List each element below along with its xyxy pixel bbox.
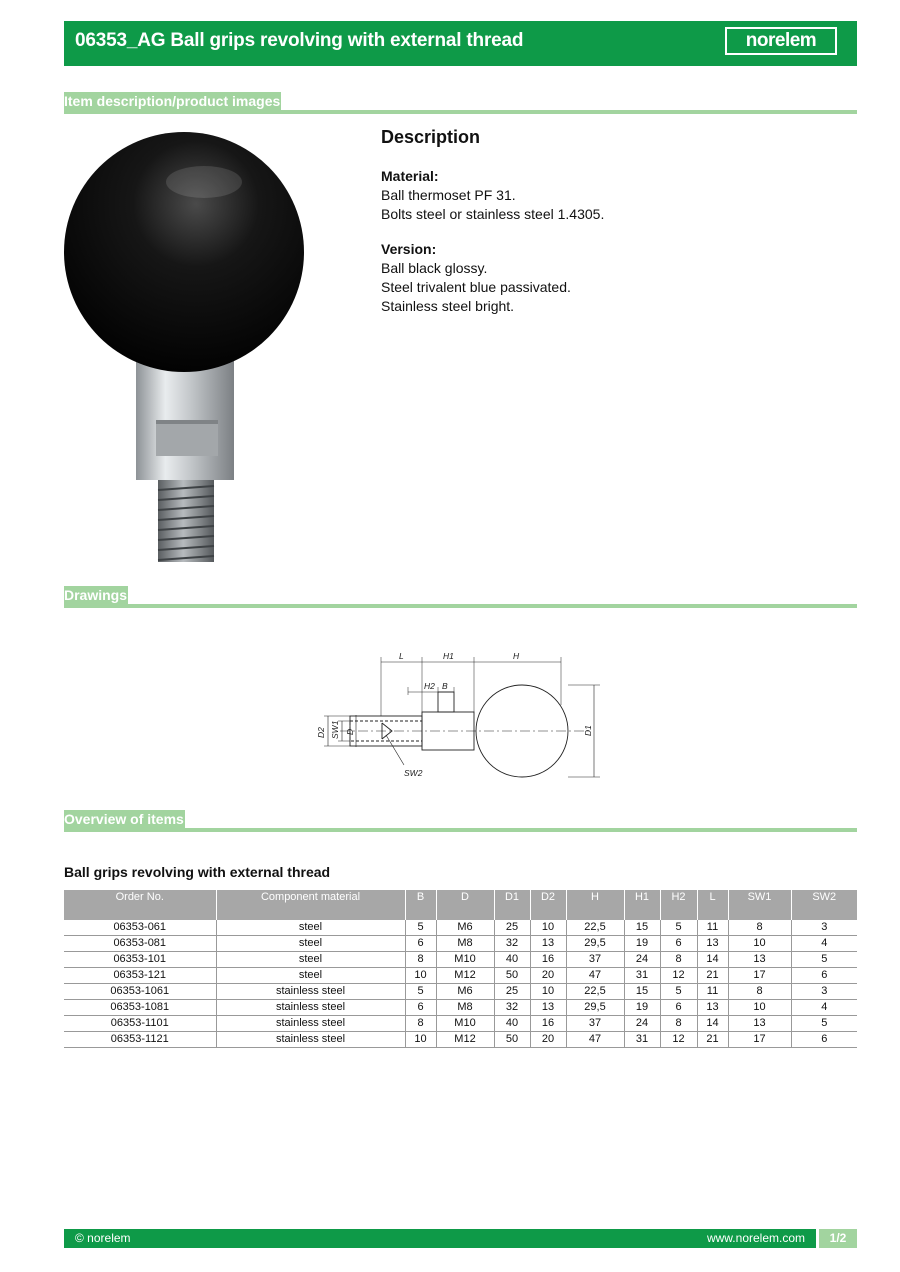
table-cell: 8 bbox=[660, 1016, 697, 1032]
table-cell: 40 bbox=[494, 1016, 530, 1032]
table-cell: 25 bbox=[494, 984, 530, 1000]
table-cell: 12 bbox=[660, 1032, 697, 1048]
table-cell: 10 bbox=[405, 968, 436, 984]
material-line: Ball thermoset PF 31. bbox=[381, 187, 516, 203]
table-cell: 29,5 bbox=[566, 936, 624, 952]
table-cell: M8 bbox=[436, 1000, 494, 1016]
table-cell: 37 bbox=[566, 1016, 624, 1032]
table-cell: 37 bbox=[566, 952, 624, 968]
table-cell: 15 bbox=[624, 984, 660, 1000]
column-header: SW1 bbox=[728, 890, 791, 920]
table-cell: steel bbox=[216, 936, 405, 952]
table-cell: 22,5 bbox=[566, 984, 624, 1000]
table-cell: M10 bbox=[436, 952, 494, 968]
dim-label: H2 bbox=[424, 681, 435, 691]
table-row bbox=[64, 1032, 857, 1048]
table-cell: 6 bbox=[660, 936, 697, 952]
table-cell: 06353-061 bbox=[64, 920, 216, 936]
column-header: SW2 bbox=[791, 890, 857, 920]
section-rule bbox=[64, 604, 857, 608]
table-cell: 19 bbox=[624, 936, 660, 952]
dim-label: H1 bbox=[443, 651, 454, 661]
table-cell: 5 bbox=[660, 920, 697, 936]
norelem-logo: norelem bbox=[725, 27, 837, 55]
dim-label: D1 bbox=[583, 725, 593, 736]
table-cell: 06353-1101 bbox=[64, 1016, 216, 1032]
column-header: D bbox=[436, 890, 494, 920]
table-cell: 10 bbox=[728, 1000, 791, 1016]
table-cell: 8 bbox=[728, 920, 791, 936]
table-cell: 06353-081 bbox=[64, 936, 216, 952]
table-cell: 5 bbox=[405, 984, 436, 1000]
table-cell: M6 bbox=[436, 920, 494, 936]
footer-copyright: © norelem bbox=[75, 1231, 131, 1245]
table-body bbox=[64, 920, 857, 1048]
table-cell: 16 bbox=[530, 1016, 566, 1032]
dim-label: D bbox=[345, 728, 355, 735]
table-cell: 10 bbox=[530, 984, 566, 1000]
description-block bbox=[381, 128, 851, 316]
table-cell: 13 bbox=[697, 1000, 728, 1016]
table-cell: 22,5 bbox=[566, 920, 624, 936]
table-cell: 6 bbox=[405, 1000, 436, 1016]
column-header: L bbox=[697, 890, 728, 920]
dim-label: L bbox=[399, 651, 404, 661]
table-cell: 5 bbox=[660, 984, 697, 1000]
table-cell: stainless steel bbox=[216, 984, 405, 1000]
dim-label: SW2 bbox=[404, 768, 423, 778]
dim-label: B bbox=[442, 681, 448, 691]
table-cell: 50 bbox=[494, 968, 530, 984]
table-cell: 5 bbox=[405, 920, 436, 936]
table-cell: steel bbox=[216, 952, 405, 968]
table-cell: M8 bbox=[436, 936, 494, 952]
table-cell: 4 bbox=[791, 936, 857, 952]
table-cell: 4 bbox=[791, 1000, 857, 1016]
table-cell: steel bbox=[216, 920, 405, 936]
section-label: Item description/product images bbox=[64, 93, 281, 109]
table-cell: 29,5 bbox=[566, 1000, 624, 1016]
table-cell: 12 bbox=[660, 968, 697, 984]
page-title: 06353_AG Ball grips revolving with external thread bbox=[75, 30, 524, 51]
material-line: Bolts steel or stainless steel 1.4305. bbox=[381, 206, 605, 222]
table-cell: 24 bbox=[624, 1016, 660, 1032]
table-cell: M12 bbox=[436, 968, 494, 984]
table-cell: 06353-1061 bbox=[64, 984, 216, 1000]
table-cell: 13 bbox=[530, 936, 566, 952]
column-header: D1 bbox=[494, 890, 530, 920]
table-cell: 21 bbox=[697, 968, 728, 984]
table-row bbox=[64, 984, 857, 1000]
table-cell: 17 bbox=[728, 968, 791, 984]
table-cell: 8 bbox=[728, 984, 791, 1000]
table-cell: 20 bbox=[530, 968, 566, 984]
table-cell: M12 bbox=[436, 1032, 494, 1048]
page-number: 1/2 bbox=[816, 1229, 857, 1248]
table-cell: 8 bbox=[405, 1016, 436, 1032]
table-cell: 32 bbox=[494, 1000, 530, 1016]
table-row bbox=[64, 1016, 857, 1032]
table-cell: 25 bbox=[494, 920, 530, 936]
table-cell: 31 bbox=[624, 1032, 660, 1048]
table-cell: 50 bbox=[494, 1032, 530, 1048]
version-line: Steel trivalent blue passivated. bbox=[381, 279, 571, 295]
table-cell: 13 bbox=[728, 1016, 791, 1032]
table-cell: 20 bbox=[530, 1032, 566, 1048]
table-cell: 10 bbox=[405, 1032, 436, 1048]
version-line: Ball black glossy. bbox=[381, 260, 488, 276]
column-header: Order No. bbox=[64, 890, 216, 920]
dim-label: H bbox=[513, 651, 520, 661]
column-header: H2 bbox=[660, 890, 697, 920]
table-cell: 3 bbox=[791, 984, 857, 1000]
footer-bar bbox=[64, 1229, 857, 1248]
section-rule bbox=[64, 110, 857, 114]
table-cell: 14 bbox=[697, 952, 728, 968]
ball-grip-product-image bbox=[64, 130, 308, 570]
table-cell: 31 bbox=[624, 968, 660, 984]
table-cell: 13 bbox=[530, 1000, 566, 1016]
header-bar bbox=[64, 21, 857, 66]
table-cell: M6 bbox=[436, 984, 494, 1000]
version-line: Stainless steel bright. bbox=[381, 298, 515, 314]
section-header-drawings bbox=[64, 586, 857, 608]
table-cell: 06353-1121 bbox=[64, 1032, 216, 1048]
table-cell: stainless steel bbox=[216, 1032, 405, 1048]
table-cell: 5 bbox=[791, 1016, 857, 1032]
table-cell: 13 bbox=[697, 936, 728, 952]
table-cell: 06353-1081 bbox=[64, 1000, 216, 1016]
table-cell: 6 bbox=[405, 936, 436, 952]
table-cell: 14 bbox=[697, 1016, 728, 1032]
material-heading: Material: bbox=[381, 168, 439, 184]
table-cell: 6 bbox=[791, 968, 857, 984]
table-cell: 6 bbox=[791, 1032, 857, 1048]
section-label: Drawings bbox=[64, 587, 128, 603]
section-header-overview bbox=[64, 810, 857, 832]
table-cell: 06353-121 bbox=[64, 968, 216, 984]
column-header: B bbox=[405, 890, 436, 920]
table-cell: 8 bbox=[660, 952, 697, 968]
table-row bbox=[64, 1000, 857, 1016]
version-heading: Version: bbox=[381, 241, 437, 257]
table-cell: 8 bbox=[405, 952, 436, 968]
table-cell: 24 bbox=[624, 952, 660, 968]
table-title: Ball grips revolving with external thread bbox=[64, 864, 331, 880]
table-cell: 5 bbox=[791, 952, 857, 968]
section-header-images bbox=[64, 92, 857, 114]
technical-drawing bbox=[300, 645, 620, 785]
table-row bbox=[64, 952, 857, 968]
table-cell: 40 bbox=[494, 952, 530, 968]
section-label: Overview of items bbox=[64, 811, 184, 827]
items-table bbox=[64, 890, 857, 1048]
table-cell: stainless steel bbox=[216, 1016, 405, 1032]
table-cell: 32 bbox=[494, 936, 530, 952]
table-cell: stainless steel bbox=[216, 1000, 405, 1016]
footer-url[interactable]: www.norelem.com bbox=[706, 1231, 805, 1245]
table-cell: M10 bbox=[436, 1016, 494, 1032]
table-row bbox=[64, 968, 857, 984]
table-cell: 11 bbox=[697, 920, 728, 936]
table-cell: 13 bbox=[728, 952, 791, 968]
table-cell: 6 bbox=[660, 1000, 697, 1016]
table-cell: 15 bbox=[624, 920, 660, 936]
column-header: Component material bbox=[216, 890, 405, 920]
table-cell: 21 bbox=[697, 1032, 728, 1048]
table-cell: 10 bbox=[728, 936, 791, 952]
table-cell: 47 bbox=[566, 968, 624, 984]
column-header: D2 bbox=[530, 890, 566, 920]
table-cell: 16 bbox=[530, 952, 566, 968]
description-title: Description bbox=[381, 127, 481, 147]
column-header: H bbox=[566, 890, 624, 920]
table-cell: steel bbox=[216, 968, 405, 984]
table-cell: 06353-101 bbox=[64, 952, 216, 968]
section-rule bbox=[64, 828, 857, 832]
column-header: H1 bbox=[624, 890, 660, 920]
dim-label: D2 bbox=[316, 727, 326, 738]
table-cell: 3 bbox=[791, 920, 857, 936]
table-cell: 47 bbox=[566, 1032, 624, 1048]
table-cell: 19 bbox=[624, 1000, 660, 1016]
table-row bbox=[64, 920, 857, 936]
table-cell: 11 bbox=[697, 984, 728, 1000]
table-cell: 10 bbox=[530, 920, 566, 936]
table-cell: 17 bbox=[728, 1032, 791, 1048]
dim-label: SW1 bbox=[330, 720, 340, 739]
table-header-row bbox=[64, 890, 857, 920]
table-row bbox=[64, 936, 857, 952]
